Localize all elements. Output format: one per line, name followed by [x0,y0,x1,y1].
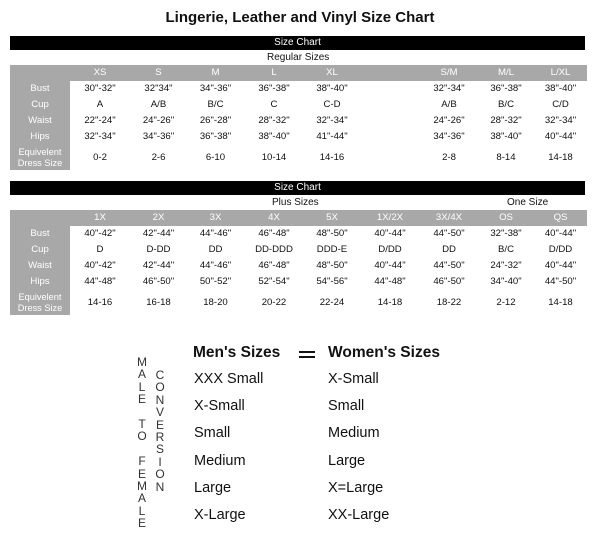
table-cell: 32"-38" [490,228,522,239]
table-cell: 2-6 [151,151,166,163]
table-cell: 22-24 [319,296,345,308]
table-cell: 36"-38" [199,131,232,142]
row-label: Equivelent Dress Size [10,145,70,170]
table-cell: 10-14 [261,151,287,163]
table-cell: C-D [323,99,341,110]
row-label: Cup [10,97,70,113]
table-cell: 44"-48" [374,276,406,287]
vertical-letter: O [155,380,165,395]
table-cell: 48"-50" [316,228,348,239]
vertical-letter: T [138,416,146,431]
table-cell: D/DD [378,244,402,255]
plus-size-header-row [10,210,587,226]
plus-header-corner [10,210,70,226]
table-cell: 14-16 [319,151,345,163]
regular-size-header: XL [304,65,360,81]
row-label: Bust [10,226,70,242]
regular-row-hips [10,129,587,145]
table-cell: 48"-50" [316,260,348,271]
table-cell: 46"-50" [433,276,465,287]
vertical-letter: L [138,379,146,394]
table-cell: 52"-54" [258,276,290,287]
table-cell: 40"-42" [84,228,116,239]
vertical-letter: E [137,516,146,531]
table-cell: 2-8 [442,151,456,163]
table-cell: 38"-40" [258,131,290,142]
vertical-letter: C [155,368,165,382]
table-cell: A/B [441,99,457,110]
table-cell [360,113,420,129]
conversion-vertical-text [153,369,167,493]
table-cell: 24"-26" [142,115,175,126]
vertical-letter: N [155,479,165,494]
regular-row-waist [10,113,587,129]
table-cell: 40"-44" [544,131,577,142]
plus-row-equivelent [10,290,587,315]
vertical-letter: M [137,478,147,493]
regular-header-corner [10,65,70,81]
table-cell: B/C [207,99,224,110]
table-cell: 38"-40" [544,83,577,94]
equals-sign [299,351,315,358]
table-cell: 34"-36" [142,131,175,142]
table-cell: 24"-32" [490,260,522,271]
table-cell: A [96,99,104,110]
table-cell: DD [442,244,456,255]
mens-size-item: Medium [194,452,246,469]
table-cell [360,129,420,145]
table-cell: 50"-52" [199,276,232,287]
table-cell [360,97,420,113]
regular-size-section [10,36,585,170]
regular-size-chart-bar: Size Chart [10,36,585,50]
table-cell: 32"-34" [84,131,116,142]
mens-size-item: Large [194,479,232,496]
table-cell: 54"-56" [316,276,348,287]
one-size-label: One Size [507,197,549,208]
male-to-female-vertical-text [135,356,149,529]
table-cell: 32"34" [144,83,173,94]
table-cell: 42"-44" [142,260,175,271]
regular-size-header: M [187,65,244,81]
plus-size-header: 5X [304,210,360,226]
table-cell: 14-18 [377,296,403,308]
table-cell: 44"-50" [433,228,465,239]
regular-row-cup [10,97,587,113]
mens-size-item: X-Large [194,507,246,523]
plus-size-chart-bar: Size Chart [10,181,585,195]
womens-size-item: XX-Large [328,507,390,523]
womens-size-item: Small [328,398,365,415]
plus-size-header: 3X/4X [420,210,478,226]
table-cell: 34"-36" [199,83,232,94]
table-cell: 32"-34" [544,115,577,126]
table-cell: 28"-32" [258,115,290,126]
regular-size-header-row [10,65,587,81]
regular-size-header: S [130,65,187,81]
table-cell: A/B [150,99,167,110]
vertical-letter: R [155,429,165,444]
mens-size-item: XXX Small [194,371,264,387]
plus-size-header: QS [534,210,587,226]
vertical-letter: A [137,367,146,382]
table-cell: 22"-24" [84,115,116,126]
vertical-letter: A [137,491,146,506]
vertical-letter: F [138,454,146,469]
vertical-letter: E [137,392,146,407]
row-label: Bust [10,81,70,97]
table-cell: 34"-40" [490,276,522,287]
plus-size-section [10,181,585,315]
vertical-letter: O [137,429,147,444]
table-cell: DDD-E [316,244,348,255]
table-cell: 8-14 [496,151,516,163]
regular-sub-header [10,50,585,65]
table-cell [360,145,420,170]
mens-size-item: Small [194,425,231,442]
table-cell: 30"-32" [84,83,116,94]
table-cell: 41"-44" [316,131,348,142]
table-cell: C [270,99,278,110]
table-cell: 38"-40" [316,83,348,94]
table-cell: 18-22 [436,296,462,308]
womens-sizes-header: Women's Sizes [328,344,440,361]
table-cell: 44"-48" [84,276,116,287]
table-cell: 16-18 [146,296,171,308]
table-cell: D-DD [146,244,171,255]
vertical-letter: M [137,355,147,369]
table-cell: 26"-28" [199,115,232,126]
table-cell: 14-18 [548,296,573,308]
vertical-letter: L [138,503,146,518]
plus-size-header: OS [478,210,534,226]
plus-row-waist [10,258,587,274]
table-cell: 24"-26" [433,115,465,126]
womens-size-item: Medium [328,425,380,442]
table-cell: 40"-44" [544,260,577,271]
row-label: Hips [10,129,70,145]
row-label: Equivelent Dress Size [10,290,70,315]
table-cell: 34"-36" [433,131,465,142]
regular-row-equivelent [10,145,587,170]
table-cell: 2-12 [496,296,516,308]
regular-size-header: XS [70,65,130,81]
plus-size-header: 3X [187,210,244,226]
table-cell: B/C [498,244,514,255]
table-cell: 36"-38" [490,83,522,94]
regular-size-header [360,65,420,81]
table-cell: 6-10 [205,151,226,163]
regular-size-header: L [244,65,304,81]
regular-sizes-label: Regular Sizes [267,52,330,63]
table-cell: 46"-50" [142,276,175,287]
table-cell: 18-20 [203,296,228,308]
table-cell: 42"-44" [142,228,175,239]
table-cell: 32"-34" [316,115,348,126]
regular-size-table [10,65,587,170]
table-cell: D [96,244,104,255]
vertical-letter: E [137,466,146,481]
table-cell: B/C [498,99,514,110]
chart-title: Lingerie, Leather and Vinyl Size Chart [165,9,435,26]
regular-size-header: L/XL [534,65,587,81]
table-cell: 44"-46" [199,260,232,271]
vertical-letter: E [155,417,164,432]
plus-size-header: 2X [130,210,187,226]
table-cell: 46"-48" [258,260,290,271]
womens-size-item: X-Small [328,371,379,387]
table-cell: 40"-44" [374,228,406,239]
plus-row-hips [10,274,587,290]
mens-size-item: X-Small [194,398,245,415]
mens-sizes-header: Men's Sizes [193,344,281,361]
row-label: Cup [10,242,70,258]
table-cell: 36"-38" [258,83,290,94]
vertical-letter: N [155,392,165,407]
table-cell: 44"-46" [199,228,232,239]
plus-row-bust [10,226,587,242]
vertical-letter: S [155,442,164,457]
plus-size-table [10,210,587,315]
row-label: Waist [10,258,70,274]
row-label: Hips [10,274,70,290]
plus-sub-header [10,195,585,210]
table-cell: 40"-44" [374,260,406,271]
plus-size-header: 4X [244,210,304,226]
table-cell: 28"-32" [490,115,522,126]
table-cell: 14-16 [87,296,113,308]
table-cell: 46"-48" [258,228,290,239]
plus-row-cup [10,242,587,258]
womens-size-item: Large [328,452,366,469]
table-cell: 0-2 [93,151,107,163]
vertical-letter: I [158,454,162,469]
regular-size-header: M/L [478,65,534,81]
plus-size-header: 1X/2X [360,210,420,226]
table-cell: 44"-50" [544,276,577,287]
table-cell: 40"-42" [84,260,116,271]
plus-sizes-label: Plus Sizes [272,197,319,208]
table-cell: 20-22 [261,296,287,308]
table-cell: DD [208,244,223,255]
regular-size-header: S/M [420,65,478,81]
table-cell: 14-18 [548,151,573,163]
womens-size-item: X=Large [328,479,384,496]
table-cell: 40"-44" [544,228,577,239]
vertical-letter: V [155,405,164,420]
plus-size-header: 1X [70,210,130,226]
table-cell: 32"-34" [433,83,465,94]
row-label: Waist [10,113,70,129]
vertical-letter: O [155,467,165,482]
table-cell: 38"-40" [490,131,522,142]
table-cell [360,81,420,97]
table-cell: C/D [552,99,569,110]
table-cell: 44"-50" [433,260,465,271]
regular-row-bust [10,81,587,97]
table-cell: D/DD [548,244,573,255]
table-cell: DD-DDD [255,244,293,255]
